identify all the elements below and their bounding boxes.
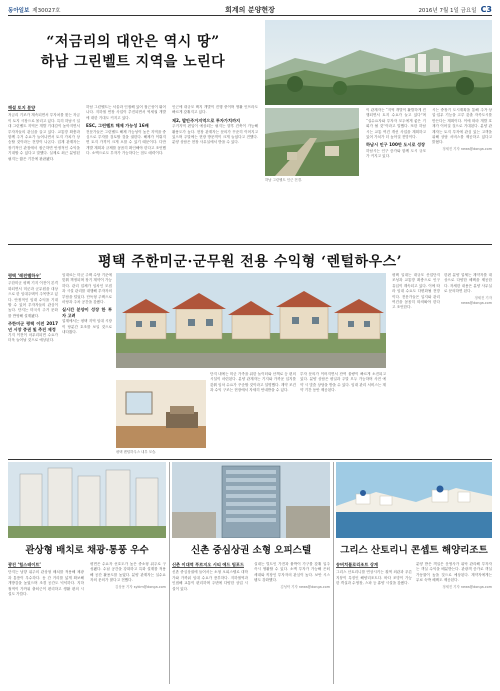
rental-tag: 평택 ‘레전벨하우’ bbox=[8, 273, 41, 278]
rental-column-3: 단지 내에는 미군 가족을 위한 놀이터와 산책로 등 편의 시설이 마련된다. 분양 관계자는 기지와 가까운 입지를 갖춰 임차 수요가 꾸준할 것이라고 설명했다. 계약 조건과 수익 구조는 현장에서 자세히 안내받을 수 있다. bbox=[210, 372, 296, 393]
lead-photo-caption: 하남 그린벨트 인근 전경. bbox=[265, 178, 303, 182]
column-divider-1 bbox=[169, 462, 170, 684]
lead-column-1: 해설 토지 분양 저금리 기조가 계속되면서 투자처를 찾는 자금이 토지 시장으로 몰리고 있다. 특히 하남시 일대 그린벨트 지역은 개발 기대감이 높아지면서 투자자들의 관심을 끌고 있다. 교통망 확충과 함께 주거 수요가 늘어나면서 토지 가치가 상승할 것이라는 전망이 나온다. 업계 관계자는 장기적인 관점에서 접근하면 안정적인 수익을 기대할 수 있다고 말했다. 실제로 최근 분양된 필지는 짧은 기간에 완판됐다. bbox=[8, 105, 80, 161]
bottom-article-2-tag: 신촌 이대역 푸르지오 시티 에드 팀포드 bbox=[172, 562, 245, 567]
rental-photo-interior bbox=[116, 380, 206, 448]
lead-photo-aerial bbox=[265, 108, 359, 176]
issue-number: 제30027호 bbox=[32, 7, 61, 14]
rental-column-2: 임대료는 미군 주택 수당 기준에 맞춰 책정되며 장기 계약이 가능하다. 관리 업체가 임차인 모집과 시설 관리를 대행해 투자자의 부담을 덜었다. 단독형 주택으로 마당과 주차 공간을 갖췄다. 실시간 분양이 성장 한 투자 고려 업계에서는 평택 지역 임대 시장이 당분간 호조를 보일 것으로 내다봤다. bbox=[62, 273, 112, 335]
bottom-article-3-title: 그리스 산토리니 콘셉트 해양리조트 bbox=[340, 545, 488, 556]
bottom-article-3-tag: 송버치블로리조트 상계 bbox=[336, 562, 378, 567]
lead-tag: 해설 토지 분양 bbox=[8, 105, 36, 110]
lead-subhead-3: 하남시 인구 100만 도시로 성장 bbox=[366, 142, 426, 148]
bottom-photo-officetel bbox=[172, 462, 330, 538]
bottom-article-3-byline: 정세진 기자 news@donga.com bbox=[442, 584, 492, 589]
bottom-article-1-tag: 광진 ‘힐스테이트’ bbox=[8, 562, 41, 567]
lead-column-5: 시는 중장기 도시계획을 통해 주거·상업·업무 기능을 고루 갖춘 자족도시를 만든다는 계획이다. 이에 따라 개발 호재가 이어질 것으로 기대된다. 분양 관계자는 토지 투자에 관심 있는 고객을 위해 상담 서비스를 제공하고 있다고 밝혔다. 정세진 기자 news@donga.com bbox=[432, 108, 492, 151]
bottom-article-1-byline: 김상용 기자 sykim@donga.com bbox=[115, 584, 166, 589]
page-header bbox=[8, 4, 492, 16]
bottom-photo-resort bbox=[336, 462, 492, 538]
column-divider-2 bbox=[333, 462, 334, 684]
lead-column-3: 인근에 대규모 택지 개발이 진행 중이며 생활 인프라도 빠르게 갖춰지고 있다. 제2, 발안주거지역으로 투자가치까지 주거지역 편입이 예상되는 필지는 향후 건축이 가능해 활용도가 높다. 현장 관계자는 문의가 꾸준히 이어지고 있으며 주말에는 현장 방문객이 크게 늘었다고 전했다. 분양 상담은 현장 사무실에서 받을 수 있다. bbox=[172, 105, 258, 145]
rental-column-4: 투자 문의가 이어지면서 잔여 물량이 빠르게 소진되고 있다. 분양 상담은 평일과 주말 모두 가능하며 사전 예약 시 맞춤 상담을 받을 수 있다. 임대 관리 서비스는 계약 기간 동안 제공된다. bbox=[300, 372, 386, 393]
bottom-article-3-col-2: 분양 받은 객실은 운영사가 위탁 관리해 투자자는 객실 수익을 배분받는다. 관광객 증가로 객실 가동률이 높을 것으로 예상된다. 계약자에게는 무료 숙박 혜택도 제공된다. 정세진 기자 news@donga.com bbox=[416, 562, 492, 589]
lead-subhead-2: 제2, 발안주거지역으로 투자가치까지 bbox=[172, 117, 241, 123]
bottom-article-1-title: 관상형 배치로 채광·통풍 우수 bbox=[25, 545, 149, 556]
section-title: 회계의 분양현장 bbox=[225, 5, 275, 14]
page-number: C3 bbox=[480, 5, 492, 14]
rental-photo-houses bbox=[116, 273, 386, 368]
rental-headline: 평택 주한미군·군무원 전용 수익형 ‘렌털하우스’ bbox=[97, 254, 403, 270]
bottom-article-2-title: 신촌 중심상권 소형 오피스텔 bbox=[190, 545, 312, 556]
bottom-article-3-col-1: 송버치블로리조트 상계 그리스 산토리니를 연상시키는 흰색 외관과 푸른 지붕이 특징인 해양리조트다. 바다 조망이 가능한 객실과 수영장, 스파 등 휴양 시설을 갖췄다. bbox=[336, 562, 412, 586]
rental-column-1: 평택 ‘레전벨하우’ 주한미군 평택 기지 이전이 본격화되면서 미군과 군무원을 대상으로 한 임대주택이 주목받고 있다. 안정적인 임대 수익을 기대할 수 있어 투자자들의 관심이 높다. 단지는 미국식 주거 문화를 반영해 설계됐다. 주한미군 평택 이전 2017년 시장 증권 및 추진 제정 기지 이전이 마무리되면 수요가 더욱 늘어날 것으로 예상된다. bbox=[8, 273, 58, 343]
bottom-article-1-col-2: 평면은 수요자 선호도가 높은 중소형 위주로 구성됐다. 수납 공간을 강화하고 특화 설계를 적용해 공간 활용도를 높였다. 분양 관계자는 실수요자의 문의가 많다고 전했다. 김상용 기자 sykim@donga.com bbox=[90, 562, 166, 589]
bottom-article-2-byline: 김성탁 기자 news@donga.com bbox=[280, 584, 330, 589]
rental-subhead-2: 실시간 분양이 성장 한 투자 고려 bbox=[62, 307, 112, 318]
bottom-article-2-col-2: 실내는 빌트인 가전과 붙박이 가구를 갖춰 입주 즉시 생활할 수 있다. 소액 투자가 가능해 은퇴 세대와 직장인 투자자의 관심이 높다. 보안 시스템도 강화했다. 김성탁 기자 news@donga.com bbox=[254, 562, 330, 589]
rental-photo-caption: 평택 렌털하우스 내부 모습. bbox=[116, 450, 157, 454]
rental-subhead-1: 주한미군 평택 이전 2017년 시장 증권 및 추진 제정 bbox=[8, 321, 58, 332]
lead-column-2: 하남 그린벨트는 서울과 인접해 있어 접근성이 뛰어나다. 지하철 연장 사업이 추진되면서 역세권 개발에 대한 기대도 커지고 있다. ESC, 그린벨트 해제 가능성 16배 전문가들은 그린벨트 해제 가능성이 높은 지역을 중심으로 투자를 검토할 것을 권한다. 해제가 이뤄지면 토지 가격이 크게 오를 수 있기 때문이다. 다만 개발 계획과 규제를 꼼꼼히 확인해야 한다고 조언했다. 소액으로도 투자가 가능하다는 점도 매력이다. bbox=[86, 105, 166, 156]
bottom-article-1-col-1: 광진 ‘힐스테이트’ 단지는 남향 위주의 관상형 배치를 적용해 채광과 통풍이 우수하다. 동 간 거리를 넓게 확보해 개방감을 높였으며 조경 공간도 넉넉하다. 지하철역이 가까워 출퇴근이 편리하고 생활 편의 시설도 가깝다. bbox=[8, 562, 84, 597]
lead-subhead-1: ESC, 그린벨트 해제 가능성 16배 bbox=[86, 123, 149, 129]
bottom-photo-apartments bbox=[8, 462, 166, 538]
brand-name: 동아일보 bbox=[8, 7, 30, 14]
issue-date: 2016년 7월 1일 금요일 bbox=[418, 7, 477, 14]
rental-byline: 정세진 기자 news@donga.com bbox=[460, 295, 492, 306]
section-divider-2 bbox=[8, 459, 492, 460]
bottom-article-2-col-1: 신촌 이대역 푸르지오 시티 에드 팀포드 신촌 중심상권에 들어서는 소형 오피스텔로 대학가와 가까워 임대 수요가 풍부하다. 지하철역과 인접해 교통이 편리하며 주변에 다양한 상업 시설이 있다. bbox=[172, 562, 248, 591]
lead-headline bbox=[8, 32, 258, 72]
section-divider-1 bbox=[8, 244, 492, 245]
lead-byline: 정세진 기자 news@donga.com bbox=[442, 146, 492, 151]
rental-column-6: 한편 분양 업체는 계약자를 대상으로 다양한 혜택을 제공한다. 자세한 내용은 분양 사무실로 문의하면 된다. 정세진 기자 news@donga.com bbox=[444, 273, 492, 306]
lead-column-4: 이 관계자는 “지역 개발이 활발하게 진행되면서 토지 수요가 늘고 있다”며 “실수요자와 투자자 모두에게 좋은 기회가 될 것”이라고 말했다. 또한 하남시는 교통 여건 개선 사업을 계획하고 있어 가치가 더 높아질 전망이다. 하남시 인구 100만 도시로 성장 하남시는 인구 증가와 함께 도시 규모가 커지고 있다. bbox=[366, 108, 426, 159]
rental-column-5: 평택 일대는 대규모 산업단지 조성과 교통망 확충으로 인구 유입이 계속되고 있다. 이에 따라 임대 수요도 다변화될 전망이다. 전문가들은 입지와 관리 여건을 꼼꼼히 따져봐야 한다고 조언한다. bbox=[392, 273, 440, 310]
lead-headline-line-1: “저금리의 대안은 역시 땅” bbox=[46, 34, 220, 50]
lead-headline-line-2: 하남 그린벨트 지역을 노린다 bbox=[40, 54, 226, 70]
lead-photo-landscape bbox=[265, 20, 492, 105]
